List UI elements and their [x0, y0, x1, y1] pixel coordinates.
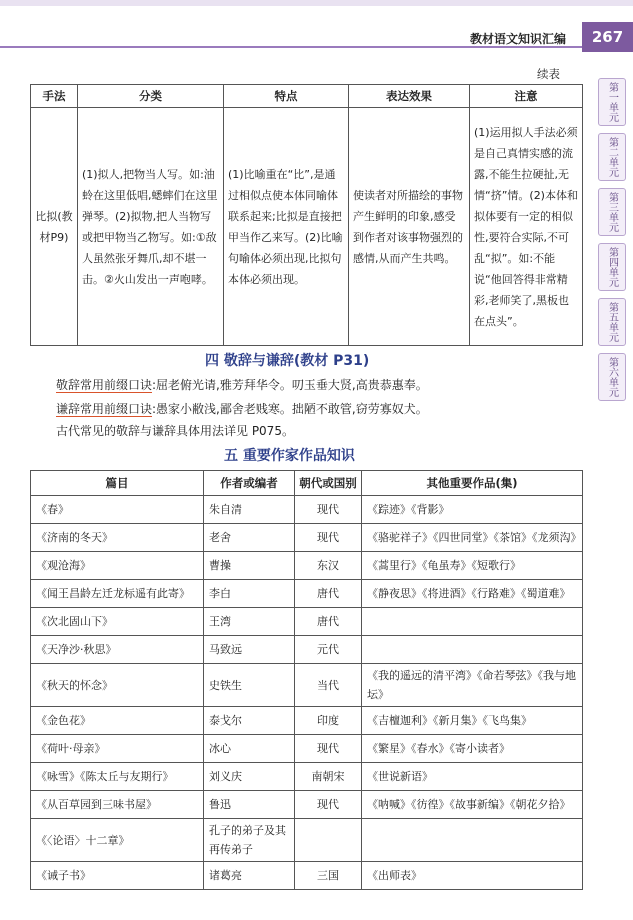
section5-title: 五 重要作家作品知识 — [224, 448, 355, 464]
cell-title: 《天净沙·秋思》 — [31, 636, 204, 664]
unit-tab-4[interactable]: 第四单元 — [598, 243, 626, 291]
works-table — [30, 470, 583, 890]
cell-title: 《咏雪》《陈太丘与友期行》 — [31, 763, 204, 791]
humble-label: 谦辞常用前缀口诀 — [56, 402, 153, 416]
cell-author: 老舍 — [204, 524, 295, 552]
cell-title: 《从百草园到三味书屋》 — [31, 791, 204, 819]
cell-effect: 使读者对所描绘的事物产生鲜明的印象,感受到作者对该事物强烈的感情,从而产生共鸣。 — [349, 108, 470, 346]
table-row — [31, 552, 583, 580]
cell-author: 王湾 — [204, 608, 295, 636]
cell-title: 《荷叶·母亲》 — [31, 735, 204, 763]
header-title: 教材语文知识汇编 — [470, 32, 567, 46]
cell-era: 现代 — [295, 735, 362, 763]
cell-other-works: 《吉檀迦利》《新月集》《飞鸟集》 — [362, 707, 583, 735]
col-header-title: 篇目 — [31, 471, 204, 496]
cell-author: 史铁生 — [204, 664, 295, 707]
table-row — [31, 524, 583, 552]
cell-title: 《〈论语〉十二章》 — [31, 819, 204, 862]
cell-era — [295, 819, 362, 862]
cell-era: 唐代 — [295, 608, 362, 636]
cell-era: 元代 — [295, 636, 362, 664]
cell-author: 马致远 — [204, 636, 295, 664]
cell-other-works — [362, 608, 583, 636]
cell-title: 《秋天的怀念》 — [31, 664, 204, 707]
col-header-feature: 特点 — [224, 85, 349, 108]
cell-era: 现代 — [295, 524, 362, 552]
humble-line — [56, 400, 428, 417]
cell-other-works: 《出师表》 — [362, 862, 583, 890]
cell-era: 现代 — [295, 791, 362, 819]
cell-title: 《春》 — [31, 496, 204, 524]
honorific-text: :屈老俯光请,雅芳拜华令。叨玉垂大贤,高贵恭惠奉。 — [152, 378, 428, 392]
cell-other-works: 《静夜思》《将进酒》《行路难》《蜀道难》 — [362, 580, 583, 608]
works-table-body — [31, 496, 583, 890]
cell-category: (1)拟人,把物当人写。如:油蛉在这里低唱,蟋蟀们在这里弹琴。(2)拟物,把人当物写或把甲物当乙物写。如:①敌人虽然张牙舞爪,却不堪一击。②火山发出一声咆哮。 — [78, 108, 224, 346]
table-row — [31, 636, 583, 664]
cell-era: 印度 — [295, 707, 362, 735]
cell-author: 泰戈尔 — [204, 707, 295, 735]
cell-title: 《闻王昌龄左迁龙标遥有此寄》 — [31, 580, 204, 608]
col-header-note: 注意 — [470, 85, 583, 108]
cell-other-works: 《繁星》《春水》《寄小读者》 — [362, 735, 583, 763]
unit-tab-1[interactable]: 第一单元 — [598, 78, 626, 126]
table-row — [31, 496, 583, 524]
table-row — [31, 580, 583, 608]
section4-title: 四 敬辞与谦辞(教材 P31) — [205, 353, 370, 369]
cell-author: 孔子的弟子及其再传弟子 — [204, 819, 295, 862]
cell-author: 冰心 — [204, 735, 295, 763]
cell-author: 鲁迅 — [204, 791, 295, 819]
header-bar — [0, 0, 633, 6]
col-header-effect: 表达效果 — [349, 85, 470, 108]
cell-title: 《观沧海》 — [31, 552, 204, 580]
humble-text: :愚家小敝浅,鄙舍老贱寒。拙陋不敢管,窃劳寡奴犬。 — [152, 402, 428, 416]
col-header-method: 手法 — [31, 85, 78, 108]
col-header-category: 分类 — [78, 85, 224, 108]
cell-era: 现代 — [295, 496, 362, 524]
cell-era: 当代 — [295, 664, 362, 707]
cell-author: 刘义庆 — [204, 763, 295, 791]
cell-other-works: 《踪迹》《背影》 — [362, 496, 583, 524]
table-row — [31, 735, 583, 763]
cell-note: (1)运用拟人手法必须是自己真情实感的流露,不能生拉硬扯,无情“挤”情。(2)本体和拟体要有一定的相似性,要符合实际,不可乱“拟”。如:不能说“他回答得非常精彩,老师笑了,黑板也在点头”。 — [470, 108, 583, 346]
cell-author: 诸葛亮 — [204, 862, 295, 890]
cell-other-works — [362, 636, 583, 664]
col-header-era: 朝代或国别 — [295, 471, 362, 496]
works-table-header — [31, 471, 583, 496]
cell-author: 朱自清 — [204, 496, 295, 524]
cell-era: 三国 — [295, 862, 362, 890]
table-row — [31, 763, 583, 791]
table-row — [31, 707, 583, 735]
reference-line: 古代常见的敬辞与谦辞具体用法详见 P075。 — [56, 424, 294, 438]
cell-other-works — [362, 819, 583, 862]
table-row — [31, 108, 583, 346]
table-row — [31, 862, 583, 890]
page-number: 267 — [582, 22, 633, 52]
cell-author: 曹操 — [204, 552, 295, 580]
cell-feature: (1)比喻重在“比”,是通过相似点使本体同喻体联系起来;比拟是直接把甲当作乙来写。(2)比喻句喻体必须出现,比拟句本体必须出现。 — [224, 108, 349, 346]
cell-other-works: 《骆驼祥子》《四世同堂》《茶馆》《龙须沟》 — [362, 524, 583, 552]
unit-tab-5[interactable]: 第五单元 — [598, 298, 626, 346]
cell-era: 东汉 — [295, 552, 362, 580]
continued-label: 续表 — [537, 67, 560, 81]
unit-tab-6[interactable]: 第六单元 — [598, 353, 626, 401]
cell-title: 《济南的冬天》 — [31, 524, 204, 552]
cell-method: 比拟(教材P9) — [31, 108, 78, 346]
cell-other-works: 《我的遥远的清平湾》《命若琴弦》《我与地坛》 — [362, 664, 583, 707]
table-row — [31, 664, 583, 707]
unit-tabs — [598, 78, 626, 408]
cell-other-works: 《世说新语》 — [362, 763, 583, 791]
honorific-label: 敬辞常用前缀口诀 — [56, 378, 153, 392]
cell-other-works: 《呐喊》《彷徨》《故事新编》《朝花夕拾》 — [362, 791, 583, 819]
unit-tab-2[interactable]: 第二单元 — [598, 133, 626, 181]
header-divider — [0, 46, 582, 48]
cell-era: 南朝宋 — [295, 763, 362, 791]
table-row — [31, 819, 583, 862]
unit-tab-3[interactable]: 第三单元 — [598, 188, 626, 236]
cell-title: 《金色花》 — [31, 707, 204, 735]
honorific-line — [56, 376, 428, 393]
col-header-author: 作者或编者 — [204, 471, 295, 496]
table-row — [31, 791, 583, 819]
cell-era: 唐代 — [295, 580, 362, 608]
col-header-other-works: 其他重要作品(集) — [362, 471, 583, 496]
table-row — [31, 608, 583, 636]
cell-title: 《次北固山下》 — [31, 608, 204, 636]
rhetoric-table — [30, 84, 583, 346]
rhetoric-table-header — [31, 85, 583, 108]
cell-title: 《诫子书》 — [31, 862, 204, 890]
cell-other-works: 《蒿里行》《龟虽寿》《短歌行》 — [362, 552, 583, 580]
cell-author: 李白 — [204, 580, 295, 608]
